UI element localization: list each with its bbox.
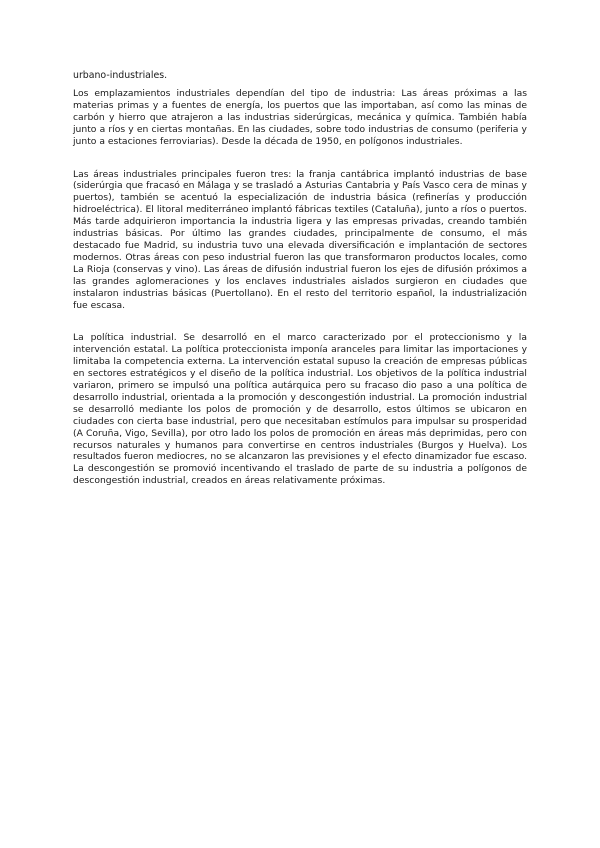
paragraph-politica-industrial: La política industrial. Se desarrolló en el marco caracterizado por el proteccionismo y la intervención estatal. La política proteccionista imponía aranceles para limitar las importaciones y limitaba la competencia externa. La intervención estatal supuso la creación de empresas públicas en sectores estratégicos y el diseño de la política industrial. Los objetivos de la política industrial variaron, primero se impulsó una política autárquica pero su fracaso dio paso a una política de desarrollo industrial, orientada a la promoción y descongestión industrial. La promoción industrial se desarrolló mediante los polos de promoción y de desarrollo, estos últimos se ubicaron en ciudades con cierta base industrial, pero que necesitaban estímulos para impulsar su prosperidad (A Coruña, Vigo, Sevilla), por otro lado los polos de promoción en áreas más deprimidas, pero con recursos naturales y humanos para convertirse en centros industriales (Burgos y Huelva). Los resultados fueron mediocres, no se alcanzaron las previsiones y el efecto dinamizador fue escaso. La descongestión se promovió incentivando el traslado de parte de su industria a polígonos de descongestión industrial, creados en áreas relativamente próximas. [73, 332, 527, 487]
paragraph-areas-industriales: Las áreas industriales principales fueron tres: la franja cantábrica implantó industrias de base (siderúrgia que fracasó en Málaga y se trasladó a Asturias Cantabria y País Vasco cera de minas y puertos), también se acentuó la especialización de industria básica (refinerías y producción hidroeléctrica). El litoral mediterráneo implantó fábricas textiles (Cataluña), junto a ríos o puertos. Más tarde adquirieron importancia la industria ligera y las empresas privadas, creando también industrias básicas. Por último las grandes ciudades, principalmente de consumo, el más destacado fue Madrid, su industria tuvo una elevada diversificación e implantación de sectores modernos. Otras áreas con peso industrial fueron las que transformaron productos locales, como La Rioja (conservas y vino). Las áreas de difusión industrial fueron los ejes de difusión próximos a las grandes aglomeraciones y los enclaves industriales aislados surgieron en ciudades que instalaron industrias básicas (Puertollano). En el resto del territorio español, la industrialización fue escasa. [73, 168, 527, 311]
document-page [73, 70, 527, 487]
paragraph-emplazamientos: Los emplazamientos industriales dependían del tipo de industria: Las áreas próximas a las materias primas y a fuentes de energía, los puertos que las importaban, así como las minas de carbón y hierro que atrajeron a las industrias siderúrgicas, mecánica y química. También había junto a ríos y en ciertas montañas. En las ciudades, sobre todo industrias de consumo (periferia y junto a estaciones ferroviarias). Desde la década de 1950, en polígonos industriales. [73, 88, 527, 147]
continuation-line: urbano-industriales. [73, 70, 168, 81]
